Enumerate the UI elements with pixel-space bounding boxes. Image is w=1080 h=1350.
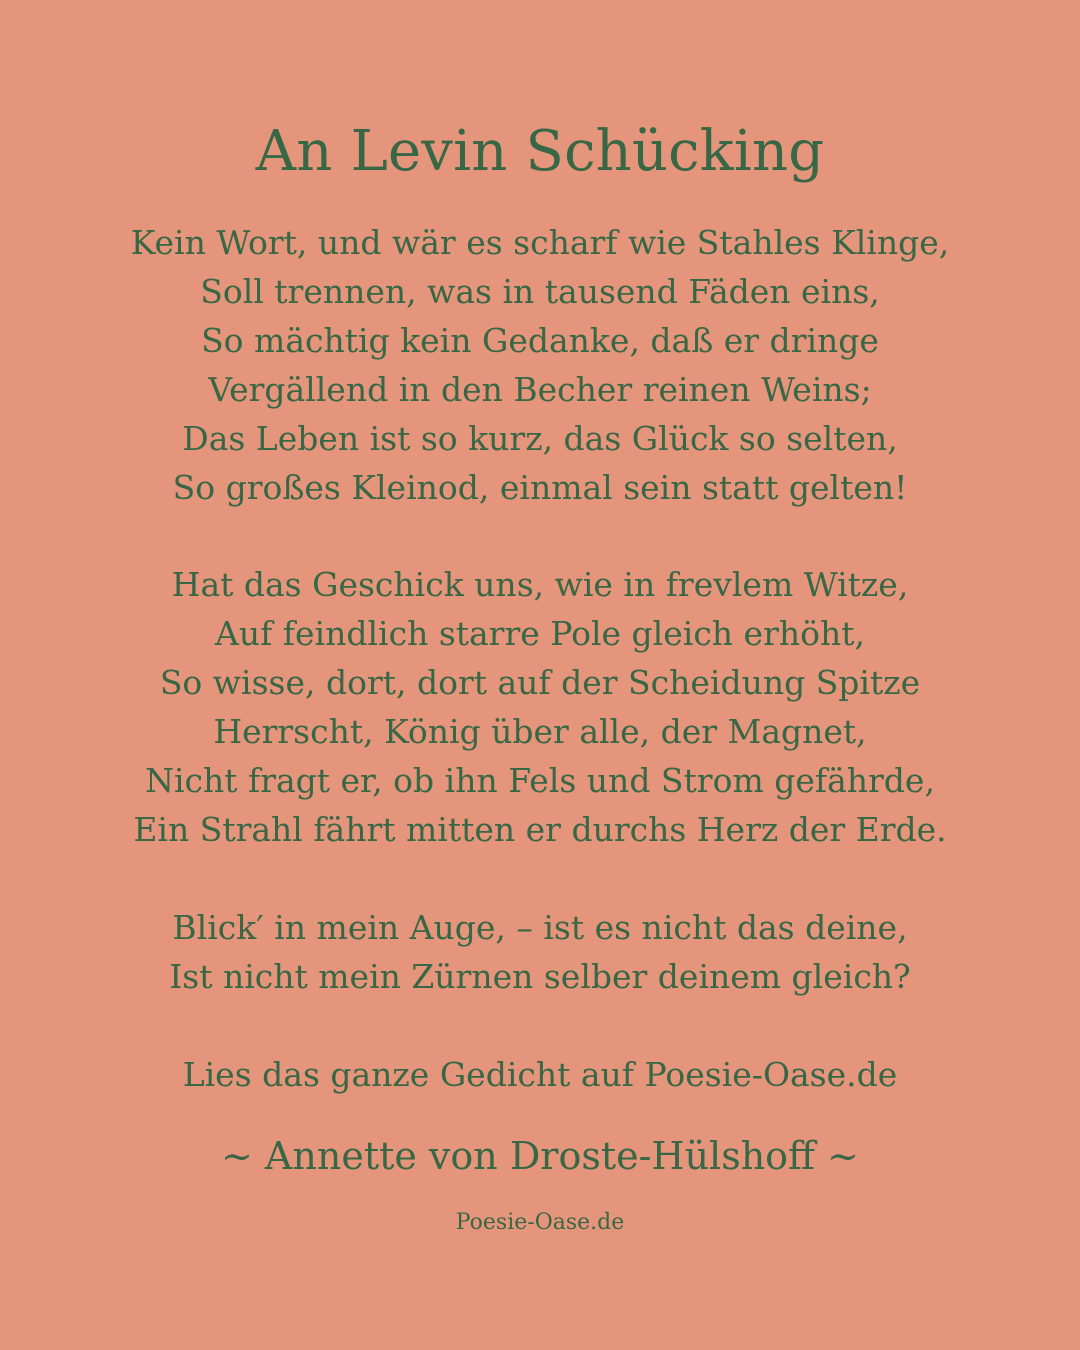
poem-line: Das Leben ist so kurz, das Glück so selten,	[182, 419, 898, 458]
poem-line: Soll trennen, was in tausend Fäden eins,	[200, 272, 880, 311]
stanza-3	[0, 903, 1080, 1001]
poem-line: Nicht fragt er, ob ihn Fels und Strom gefährde,	[145, 761, 935, 800]
poem-line: Blick′ in mein Auge, – ist es nicht das deine,	[172, 908, 908, 947]
author-name: ~ Annette von Droste-Hülshoff ~	[221, 1134, 859, 1178]
read-more-text: Lies das ganze Gedicht auf Poesie-Oase.de	[182, 1055, 898, 1094]
poem-line: Kein Wort, und wär es scharf wie Stahles Klinge,	[130, 223, 950, 262]
poem-line: So mächtig kein Gedanke, daß er dringe	[201, 321, 879, 360]
poem-line: Hat das Geschick uns, wie in frevlem Witze,	[171, 565, 909, 604]
poem-title: An Levin Schücking	[255, 119, 825, 184]
poem-line: Ist nicht mein Zürnen selber deinem gleich?	[169, 957, 911, 996]
poem-line: Vergällend in den Becher reinen Weins;	[208, 370, 872, 409]
poem-line: Herrscht, König über alle, der Magnet,	[213, 712, 867, 751]
poem-line: So großes Kleinod, einmal sein statt gelten!	[172, 468, 908, 507]
stanza-1	[0, 218, 1080, 512]
poem-line: So wisse, dort, dort auf der Scheidung Spitze	[159, 663, 921, 702]
footer-brand: Poesie-Oase.de	[455, 1210, 625, 1235]
stanza-2	[0, 560, 1080, 854]
poem-line: Auf feindlich starre Pole gleich erhöht,	[215, 614, 865, 653]
poem-line: Ein Strahl fährt mitten er durchs Herz der Erde.	[133, 810, 947, 849]
